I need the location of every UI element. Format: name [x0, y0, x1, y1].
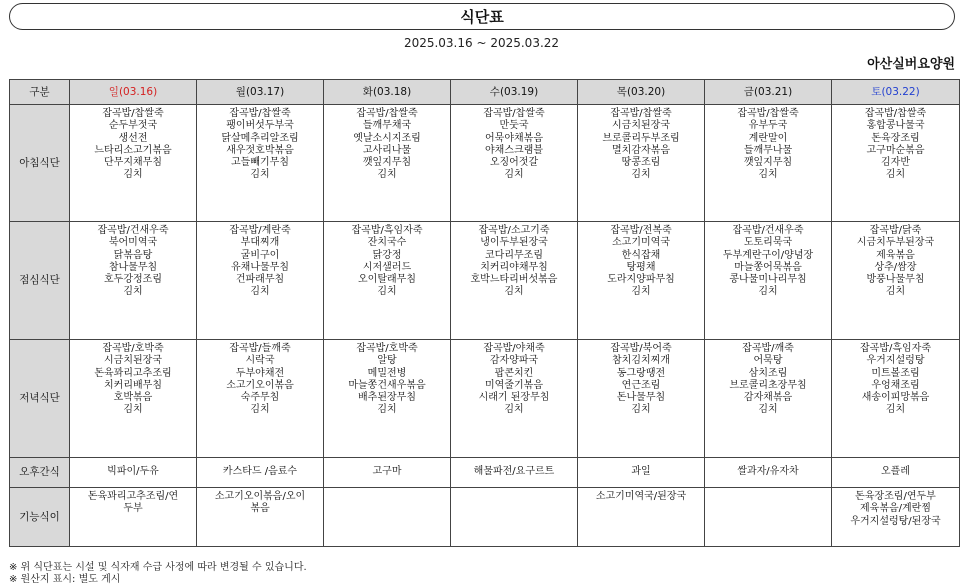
menu-item: 김치: [758, 286, 778, 298]
menu-item: 김치: [885, 169, 906, 181]
menu-cell: [578, 340, 705, 458]
menu-cell: [451, 458, 578, 488]
menu-item: 김치: [758, 404, 778, 416]
menu-item: 김치: [504, 169, 524, 181]
menu-cell: [197, 458, 324, 488]
menu-item: 치커리야채무침: [480, 261, 548, 273]
menu-item: 삼치조림: [748, 367, 788, 379]
menu-item: 멸치감자볶음: [612, 144, 670, 156]
day-header: [451, 80, 578, 105]
menu-item: 어묵탕: [753, 355, 783, 367]
menu-item: 김치: [504, 286, 524, 298]
menu-item: 두부계란구이/양념장: [722, 249, 814, 261]
menu-item: 쌀과자/유자차: [737, 466, 799, 478]
menu-item: 제육볶음: [876, 249, 915, 261]
menu-cell: [70, 340, 197, 458]
menu-item: 알탕: [377, 355, 397, 367]
menu-item: 메밀전병: [367, 367, 407, 379]
menu-item: 잡곡밥/건새우죽: [97, 225, 169, 236]
meal-label: 아침식단: [10, 105, 70, 222]
menu-item: 두부야채전: [235, 367, 285, 379]
menu-item: 굴비구이: [240, 249, 280, 261]
menu-item: 건파래무침: [235, 274, 285, 286]
menu-cell: [578, 222, 705, 340]
menu-item: 시금치두부된장국: [856, 237, 935, 249]
day-header: [705, 80, 832, 105]
menu-item: 닭살메추리알조림: [221, 132, 299, 144]
menu-item: 호박볶음: [113, 392, 153, 404]
menu-item: 시락국: [245, 355, 275, 367]
menu-item: 순두부젓국: [108, 120, 158, 132]
menu-item: 참치김치찌개: [612, 355, 670, 367]
menu-cell: [70, 458, 197, 488]
menu-item: 느타리소고기볶음: [94, 144, 172, 156]
menu-item: 김치: [885, 286, 906, 298]
menu-item: 유부두국: [748, 120, 788, 132]
menu-cell: [197, 105, 324, 222]
menu-item: 김치: [123, 404, 143, 416]
menu-item: 김치: [377, 169, 397, 181]
menu-item: 도라지양파무침: [607, 274, 675, 286]
menu-item: 돈육꽈리고추조림/연: [87, 491, 179, 502]
day-label: 월(03.17): [235, 85, 285, 98]
menu-item: 해물파전/요구르트: [473, 466, 555, 478]
menu-item: 시래기 된장무침: [478, 392, 550, 404]
menu-item: 홍합콩나물국: [866, 120, 925, 132]
menu-item: 김자반: [881, 157, 910, 169]
menu-item: 볶음: [250, 503, 270, 515]
note-line: ※ 위 식단표는 시설 및 식자재 수급 사정에 따라 변경될 수 있습니다.: [9, 562, 307, 573]
menu-item: 감자채볶음: [743, 392, 793, 404]
menu-cell: [578, 488, 705, 547]
day-header: [832, 80, 960, 105]
day-label: 화(03.18): [362, 85, 412, 98]
menu-item: 숙주무침: [240, 392, 280, 404]
menu-cell: [451, 488, 578, 547]
menu-item: 새우젓호박볶음: [226, 144, 294, 156]
menu-item: 잡곡밥/닭죽: [869, 225, 922, 236]
menu-item: 김치: [631, 286, 651, 298]
menu-cell: [197, 488, 324, 547]
menu-item: 팝콘치킨: [494, 367, 534, 379]
menu-item: 만둣국: [499, 120, 529, 132]
menu-cell: [70, 222, 197, 340]
menu-item: 잡곡밥/전복죽: [610, 225, 672, 236]
menu-item: 마늘쫑어묵볶음: [734, 261, 802, 273]
menu-item: 돈육장조림: [871, 132, 920, 144]
meal-label: 기능식이: [10, 488, 70, 547]
menu-item: 김치: [504, 404, 524, 416]
menu-item: 고사리나물: [362, 144, 412, 156]
menu-item: 김치: [758, 169, 778, 181]
menu-item: 새송이피망볶음: [861, 392, 930, 404]
menu-item: 잡곡밥/소고기죽: [478, 225, 550, 236]
menu-cell: [832, 105, 960, 222]
menu-cell: [70, 105, 197, 222]
menu-item: 김치: [250, 169, 270, 181]
menu-item: 잡곡밥/계란죽: [229, 225, 291, 236]
menu-cell: [705, 222, 832, 340]
menu-cell: [451, 222, 578, 340]
menu-item: 빅파이/두유: [107, 466, 159, 478]
menu-item: 참나물무침: [108, 261, 158, 273]
meal-row: [10, 458, 960, 488]
menu-item: 김치: [123, 169, 143, 181]
menu-cell: [705, 488, 832, 547]
menu-item: 소고기미역국/된장국: [595, 491, 687, 502]
menu-item: 치커리배무침: [104, 379, 162, 391]
menu-item: 김치: [123, 286, 143, 298]
menu-cell: [324, 340, 451, 458]
menu-cell: [451, 340, 578, 458]
menu-item: 잡곡밥/호박죽: [102, 343, 164, 354]
menu-item: 우엉채조림: [871, 379, 920, 391]
menu-item: 잡곡밥/찹쌀죽: [610, 108, 672, 119]
meal-row: [10, 222, 960, 340]
meal-label: 오후간식: [10, 458, 70, 488]
menu-item: 감자양파국: [489, 355, 539, 367]
menu-item: 생선전: [118, 132, 148, 144]
menu-item: 잡곡밥/찹쌀죽: [229, 108, 291, 119]
menu-item: 탕평채: [626, 261, 656, 273]
menu-item: 브로콜리초장무침: [729, 379, 807, 391]
menu-item: 한식잡채: [621, 249, 661, 261]
menu-item: 호박느타리버섯볶음: [470, 274, 558, 286]
menu-item: 김치: [631, 404, 651, 416]
corner-header: 구분: [10, 80, 70, 105]
menu-cell: [451, 105, 578, 222]
meal-label: 저녁식단: [10, 340, 70, 458]
menu-item: 깻잎지무침: [362, 157, 412, 169]
menu-item: 냉이두부된장국: [480, 237, 548, 249]
menu-item: 들깨무채국: [362, 120, 412, 132]
meal-label: 점심식단: [10, 222, 70, 340]
notes: [9, 562, 307, 586]
menu-item: 연근조림: [621, 379, 661, 391]
menu-item: 잡곡밥/찹쌀죽: [864, 108, 927, 119]
menu-item: 소고기오이볶음/오이: [214, 491, 306, 502]
facility-name: 아산실버요양원: [867, 57, 955, 72]
menu-item: 과일: [631, 466, 651, 478]
menu-item: 김치: [885, 404, 906, 416]
menu-item: 김치: [631, 169, 651, 181]
menu-item: 김치: [250, 286, 270, 298]
menu-item: 소고기미역국: [612, 237, 670, 249]
date-range: 2025.03.16 ~ 2025.03.22: [403, 36, 560, 50]
menu-item: 마늘쫑건새우볶음: [348, 379, 426, 391]
menu-item: 시금치된장국: [104, 355, 162, 367]
menu-item: 상추/쌈장: [874, 261, 917, 273]
menu-item: 돈육꽈리고추조림: [94, 367, 172, 379]
menu-item: 제육볶음/계란찜: [860, 503, 931, 515]
menu-cell: [578, 458, 705, 488]
menu-item: 동그랑땡전: [616, 367, 666, 379]
menu-item: 김치: [250, 404, 270, 416]
day-header: [578, 80, 705, 105]
menu-cell: [705, 458, 832, 488]
day-label: 금(03.21): [743, 85, 793, 98]
menu-item: 팽이버섯두부국: [226, 120, 294, 132]
menu-cell: [705, 340, 832, 458]
menu-item: 잡곡밥/호박죽: [356, 343, 418, 354]
menu-cell: [324, 222, 451, 340]
menu-item: 유채나물무침: [231, 261, 289, 273]
menu-item: 콩나물미나리무침: [729, 274, 807, 286]
menu-item: 잔치국수: [367, 237, 407, 249]
menu-item: 오이탈래무침: [358, 274, 416, 286]
menu-item: 우거지설렁탕/된장국: [850, 515, 941, 527]
menu-item: 옛날소시지조림: [353, 132, 421, 144]
menu-cell: [832, 340, 960, 458]
menu-cell: [197, 340, 324, 458]
menu-cell: [832, 488, 960, 547]
menu-item: 단무지채무침: [104, 157, 162, 169]
menu-item: 소고기오이볶음: [226, 379, 294, 391]
menu-item: 카스타드 /음료수: [222, 466, 298, 478]
menu-item: 오징어젓갈: [489, 157, 539, 169]
menu-item: 브로콜리두부조림: [602, 132, 680, 144]
menu-item: 호두강정조림: [104, 274, 162, 286]
menu-item: 닭볶음탕: [113, 249, 153, 261]
meal-row: [10, 105, 960, 222]
header-row: [10, 80, 960, 105]
menu-item: 잡곡밥/찹쌀죽: [737, 108, 799, 119]
meal-row: [10, 488, 960, 547]
menu-item: 방풍나물무침: [866, 274, 925, 286]
menu-cell: [324, 105, 451, 222]
menu-item: 두부: [123, 503, 143, 515]
meal-row: [10, 340, 960, 458]
menu-item: 들깨무나물: [743, 144, 793, 156]
menu-item: 잡곡밥/흑임자죽: [351, 225, 423, 236]
page-title: 식단표: [460, 8, 504, 26]
menu-item: 김치: [377, 286, 397, 298]
menu-item: 잡곡밥/야채죽: [483, 343, 545, 354]
day-label: 토(03.22): [871, 85, 920, 98]
menu-item: 계란말이: [748, 132, 788, 144]
menu-cell: [578, 105, 705, 222]
menu-item: 우거지설렁탕: [866, 355, 925, 367]
day-header: [197, 80, 324, 105]
menu-item: 잡곡밥/북어죽: [610, 343, 672, 354]
menu-item: 시저샐러드: [362, 261, 412, 273]
menu-cell: [832, 458, 960, 488]
menu-item: 잡곡밥/찹쌀죽: [102, 108, 164, 119]
menu-item: 어묵야채볶음: [485, 132, 543, 144]
menu-item: 미트볼조림: [871, 367, 920, 379]
menu-item: 잡곡밥/흑임자죽: [860, 343, 931, 354]
title-box: [9, 3, 955, 30]
menu-table: [9, 79, 960, 547]
menu-item: 잡곡밥/찹쌀죽: [356, 108, 418, 119]
menu-item: 땅콩조림: [621, 157, 661, 169]
menu-cell: [197, 222, 324, 340]
day-label: 일(03.16): [108, 85, 158, 98]
menu-item: 잡곡밥/찹쌀죽: [483, 108, 545, 119]
menu-cell: [324, 488, 451, 547]
menu-item: 잡곡밥/들깨죽: [229, 343, 291, 354]
menu-item: 잡곡밥/건새우죽: [732, 225, 804, 236]
menu-cell: [832, 222, 960, 340]
menu-cell: [70, 488, 197, 547]
menu-item: 고구마순볶음: [866, 144, 925, 156]
menu-item: 시금치된장국: [612, 120, 670, 132]
day-header: [324, 80, 451, 105]
menu-item: 닭강정: [372, 249, 402, 261]
day-label: 목(03.20): [616, 85, 666, 98]
note-line: ※ 원산지 표시: 별도 게시: [9, 574, 121, 585]
menu-item: 돈육장조림/연두부: [855, 491, 936, 502]
menu-item: 미역줄기볶음: [485, 379, 543, 391]
menu-item: 부대찌개: [240, 237, 280, 249]
menu-item: 도토리묵국: [743, 237, 793, 249]
day-label: 수(03.19): [489, 85, 539, 98]
menu-item: 김치: [377, 404, 397, 416]
menu-item: 야채스크램블: [485, 144, 543, 156]
menu-item: 고구마: [372, 466, 402, 478]
menu-cell: [705, 105, 832, 222]
menu-item: 돈나물무침: [616, 392, 666, 404]
menu-item: 코다리무조림: [485, 249, 543, 261]
menu-item: 깻잎지무침: [743, 157, 793, 169]
menu-item: 고들빼기무침: [231, 157, 289, 169]
menu-item: 잡곡밥/깨죽: [742, 343, 794, 354]
menu-item: 북어미역국: [108, 237, 158, 249]
menu-item: 오플레: [881, 466, 910, 478]
menu-item: 배추된장무침: [358, 392, 416, 404]
menu-cell: [324, 458, 451, 488]
day-header: [70, 80, 197, 105]
